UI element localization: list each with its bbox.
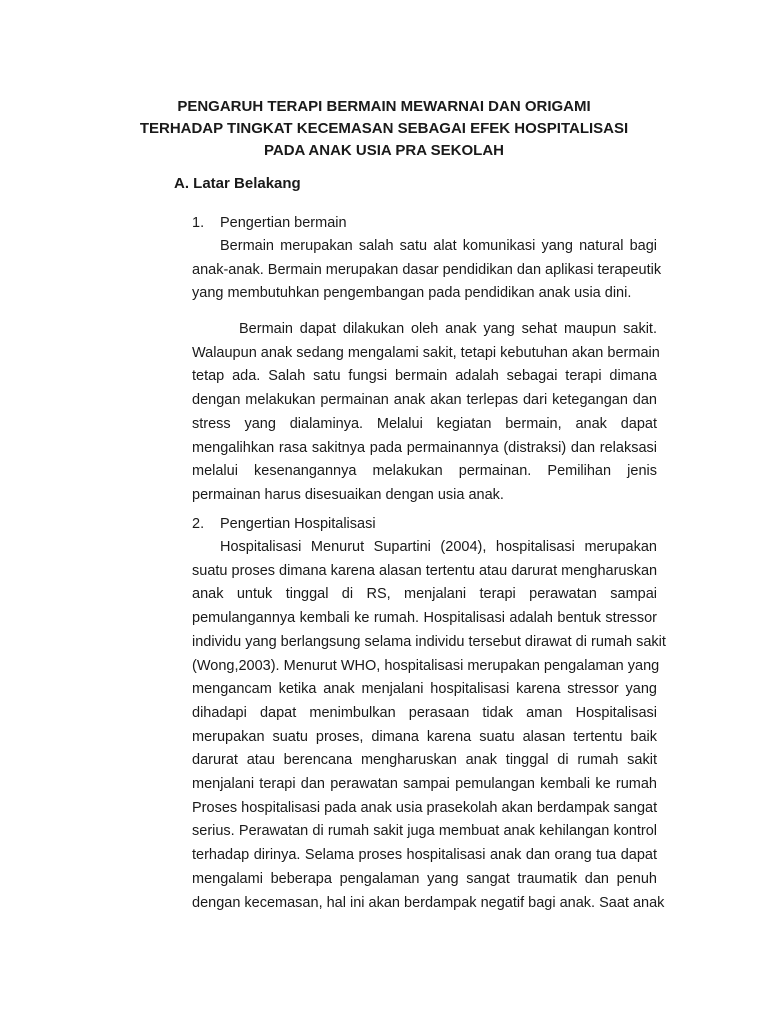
list-item-heading-1 xyxy=(192,212,347,234)
text-line: Bermain dapat dilakukan oleh anak yang sehat maupun sakit. xyxy=(239,321,657,337)
text-line: Proses hospitalisasi pada anak usia prasekolah akan berdampak sangat xyxy=(192,799,658,816)
text-line: melalui kesenangannya melakukan permainan. Pemilihan jenis xyxy=(192,463,657,480)
list-item-heading-2 xyxy=(192,513,376,535)
list-heading-text: Pengertian bermain xyxy=(220,215,347,231)
text-line: dengan melakukan permainan anak akan terlepas dari ketegangan dan xyxy=(192,392,657,409)
title-line-1: PENGARUH TERAPI BERMAIN MEWARNAI DAN ORIGAMI xyxy=(177,98,591,115)
text-line: suatu proses dimana karena alasan tertentu atau darurat mengharuskan xyxy=(192,562,658,579)
list-number: 2. xyxy=(192,516,205,532)
text-line: individu yang berlangsung selama individu tersebut dirawat di rumah sakit xyxy=(192,633,666,650)
paragraph xyxy=(192,318,660,508)
text-line: Bermain merupakan salah satu alat komunikasi yang natural bagi xyxy=(220,238,657,254)
list-number: 1. xyxy=(192,215,205,231)
document-title xyxy=(100,96,668,162)
paragraph xyxy=(192,235,662,306)
text-line: menjalani terapi dan perawatan sampai pemulangan kembali ke rumah xyxy=(192,776,657,793)
text-line: yang membutuhkan pengembangan pada pendidikan anak usia dini. xyxy=(192,285,632,302)
text-line: stress yang dialaminya. Melalui kegiatan bermain, anak dapat xyxy=(192,415,657,432)
title-line-2: TERHADAP TINGKAT KECEMASAN SEBAGAI EFEK HOSPITALISASI xyxy=(139,120,629,137)
text-line: tetap ada. Salah satu fungsi bermain adalah sebagai terapi dimana xyxy=(192,368,657,385)
text-line: serius. Perawatan di rumah sakit juga membuat anak kehilangan kontrol xyxy=(192,823,657,840)
text-line: Walaupun anak sedang mengalami sakit, tetapi kebutuhan akan bermain xyxy=(192,344,660,361)
text-line: darurat atau berencana mengharuskan anak tinggal di rumah sakit xyxy=(192,752,657,769)
text-line: mengalami beberapa pengalaman yang sangat traumatik dan penuh xyxy=(192,870,657,887)
text-line: mengalihkan rasa sakitnya pada permainannya (distraksi) dan relaksasi xyxy=(192,439,657,456)
text-line: pemulangannya kembali ke rumah. Hospitalisasi adalah bentuk stressor xyxy=(192,610,657,627)
text-line: (Wong,2003). Menurut WHO, hospitalisasi merupakan pengalaman yang xyxy=(192,657,660,674)
title-line-3: PADA ANAK USIA PRA SEKOLAH xyxy=(263,142,504,159)
text-line: dihadapi dapat menimbulkan perasaan tidak aman Hospitalisasi xyxy=(192,704,657,721)
text-line: permainan harus disesuaikan dengan usia anak. xyxy=(192,486,504,503)
text-line: dengan kecemasan, hal ini akan berdampak negatif bagi anak. Saat anak xyxy=(192,894,665,911)
text-line: merupakan suatu proses, dimana karena suatu alasan tertentu baik xyxy=(192,728,657,745)
section-heading: A. Latar Belakang xyxy=(174,175,301,192)
text-line: anak-anak. Bermain merupakan dasar pendidikan dan aplikasi terapeutik xyxy=(192,261,662,278)
text-line: mengancam ketika anak menjalani hospitalisasi karena stressor yang xyxy=(192,681,657,698)
text-line: anak untuk tinggal di RS, menjalani terapi perawatan sampai xyxy=(192,586,657,603)
text-line: terhadap dirinya. Selama proses hospitalisasi anak dan orang tua dapat xyxy=(192,847,657,864)
paragraph xyxy=(192,536,666,915)
list-heading-text: Pengertian Hospitalisasi xyxy=(220,516,376,532)
text-line: Hospitalisasi Menurut Supartini (2004), hospitalisasi merupakan xyxy=(220,539,657,555)
